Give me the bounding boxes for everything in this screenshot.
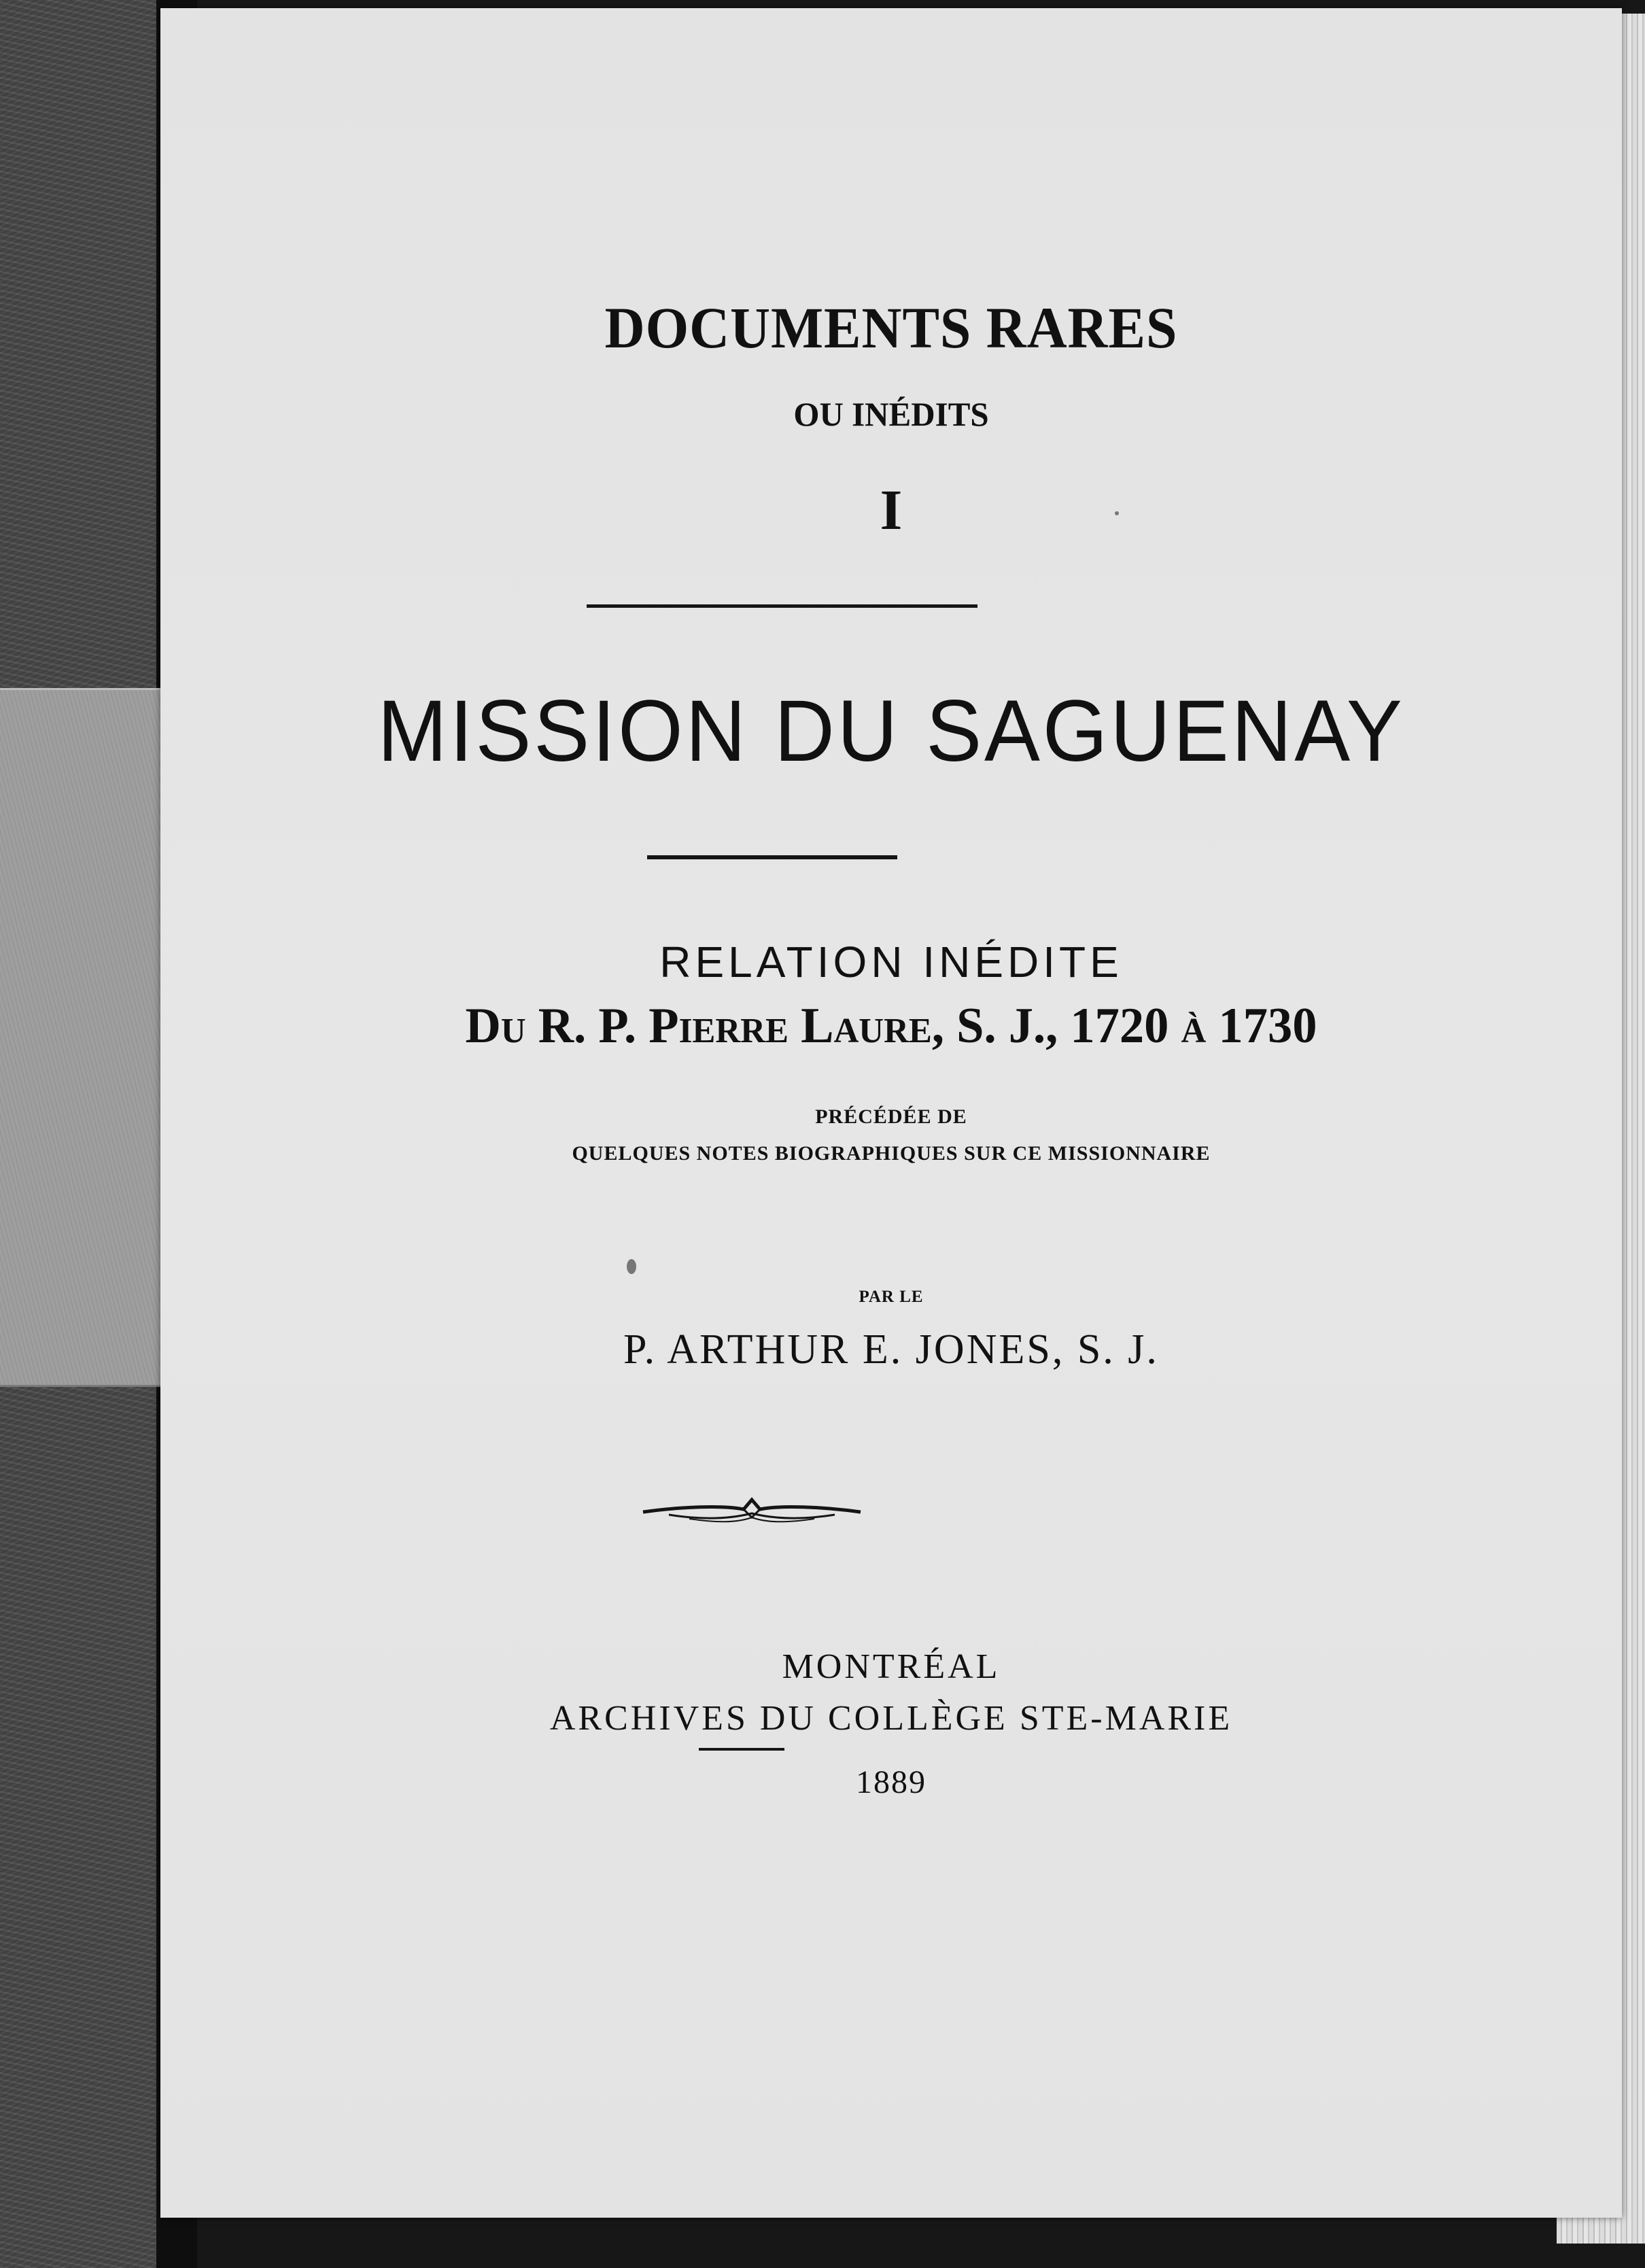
by-label: PAR LE [859, 1288, 924, 1306]
relation-heading: RELATION INÉDITE [659, 938, 1123, 986]
volume-number: I [880, 479, 903, 542]
main-title: MISSION DU SAGUENAY [377, 683, 1405, 780]
title-page [160, 8, 1622, 2218]
divider-rule [699, 1748, 784, 1751]
publication-year: 1889 [856, 1764, 927, 1800]
series-title: DOCUMENTS RARES [604, 295, 1178, 360]
flyleaf-strip [0, 688, 184, 1387]
paper-speck [627, 1259, 636, 1274]
publisher-city: MONTRÉAL [782, 1647, 1001, 1686]
notes-line: QUELQUES NOTES BIOGRAPHIQUES SUR CE MISSIONNAIRE [572, 1142, 1211, 1165]
divider-rule [587, 604, 977, 608]
relation-author: Du R. P. Pierre Laure, S. J., 1720 à 1730 [465, 998, 1317, 1054]
preceded-label: PRÉCÉDÉE DE [815, 1105, 967, 1128]
ornament-flourish-icon [642, 1494, 862, 1528]
divider-rule [647, 855, 897, 859]
publisher-name: ARCHIVES DU COLLÈGE STE-MARIE [549, 1699, 1233, 1738]
paper-speck [1115, 511, 1119, 515]
series-subtitle: OU INÉDITS [793, 395, 989, 433]
author-name: P. ARTHUR E. JONES, S. J. [623, 1326, 1159, 1373]
